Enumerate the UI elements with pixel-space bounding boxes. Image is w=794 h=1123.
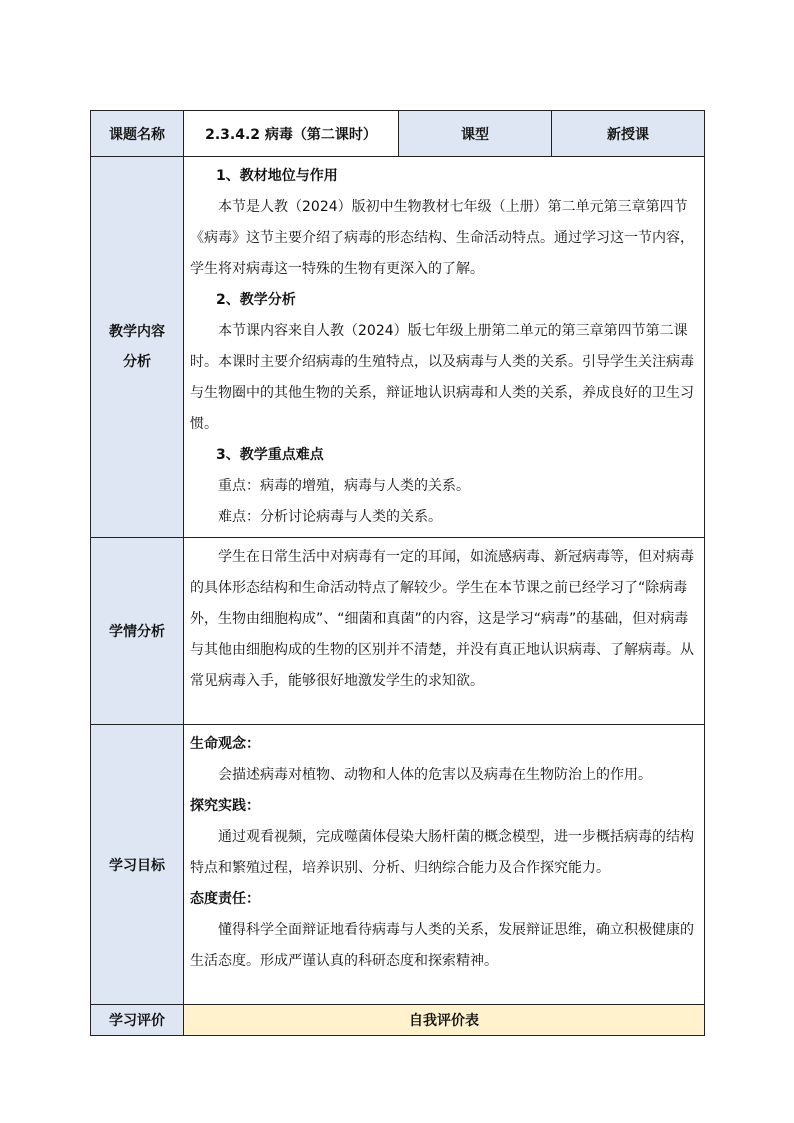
- attitude-responsibility-title: 态度责任：: [190, 891, 260, 907]
- textbook-role-paragraph: 本节是人教（2024）版初中生物教材七年级（上册）第二单元第三章第四节《病毒》这节主要介绍了病毒的形态结构、生命活动特点。通过学习这一节内容，学生将对病毒这一特殊的生物有更深入的了解。: [190, 199, 694, 277]
- objectives-body: [184, 725, 705, 1005]
- student-analysis-paragraph: 学生在日常生活中对病毒有一定的耳闻，如流感病毒、新冠病毒等，但对病毒的具体形态结构和生命活动特点了解较少。学生在本节课之前已经学习了“除病毒外，生物由细胞构成”、“细菌和真菌”的内容，这是学习“病毒”的基础，但对病毒与其他由细胞构成的生物的区别并不清楚，并没有真正地认识病毒、了解病毒。从常见病毒入手，能够很好地激发学生的求知欲。: [190, 549, 694, 689]
- key-point-text: 重点：病毒的增殖，病毒与人类的关系。: [218, 478, 470, 494]
- course-type-value: 新授课: [552, 111, 705, 157]
- section-heading-textbook-role: 1、教材地位与作用: [216, 168, 338, 184]
- life-concept-title: 生命观念：: [190, 736, 260, 752]
- evaluation-row: [91, 1005, 705, 1036]
- course-name-label: 课题名称: [91, 111, 184, 157]
- life-concept-text: 会描述病毒对植物、动物和人体的危害以及病毒在生物防治上的作用。: [218, 767, 652, 783]
- attitude-responsibility-text: 懂得科学全面辩证地看待病毒与人类的关系，发展辩证思维，确立积极健康的生活态度。形成严谨认真的科研态度和探索精神。: [190, 922, 694, 969]
- inquiry-practice-title: 探究实践：: [190, 798, 260, 814]
- evaluation-value: 自我评价表: [184, 1005, 705, 1036]
- student-analysis-label: 学情分析: [91, 538, 184, 725]
- student-analysis-body: [184, 538, 705, 725]
- course-header-row: [91, 111, 705, 157]
- objectives-row: [91, 725, 705, 1005]
- teaching-analysis-paragraph: 本节课内容来自人教（2024）版七年级上册第二单元的第三章第四节第二课时。本课时主要介绍病毒的生殖特点，以及病毒与人类的关系。引导学生关注病毒与生物圈中的其他生物的关系，辩证地认识病毒和人类的关系，养成良好的卫生习惯。: [190, 323, 694, 432]
- content-analysis-row: [91, 157, 705, 538]
- lesson-plan-table: [90, 110, 705, 1036]
- section-heading-teaching-analysis: 2、教学分析: [216, 292, 296, 308]
- content-analysis-body: [184, 157, 705, 538]
- section-heading-key-points: 3、教学重点难点: [216, 447, 324, 463]
- course-name-value: 2.3.4.2 病毒（第二课时）: [184, 111, 399, 157]
- objectives-label: 学习目标: [91, 725, 184, 1005]
- content-analysis-label-line2: 分析: [123, 354, 151, 370]
- content-analysis-label: [91, 157, 184, 538]
- inquiry-practice-text: 通过观看视频，完成噬菌体侵染大肠杆菌的概念模型，进一步概括病毒的结构特点和繁殖过程，培养识别、分析、归纳综合能力及合作探究能力。: [190, 829, 694, 876]
- student-analysis-row: [91, 538, 705, 725]
- evaluation-label: 学习评价: [91, 1005, 184, 1036]
- content-analysis-label-line1: 教学内容: [109, 324, 165, 340]
- course-type-label: 课型: [399, 111, 552, 157]
- difficult-point-text: 难点：分析讨论病毒与人类的关系。: [218, 509, 442, 525]
